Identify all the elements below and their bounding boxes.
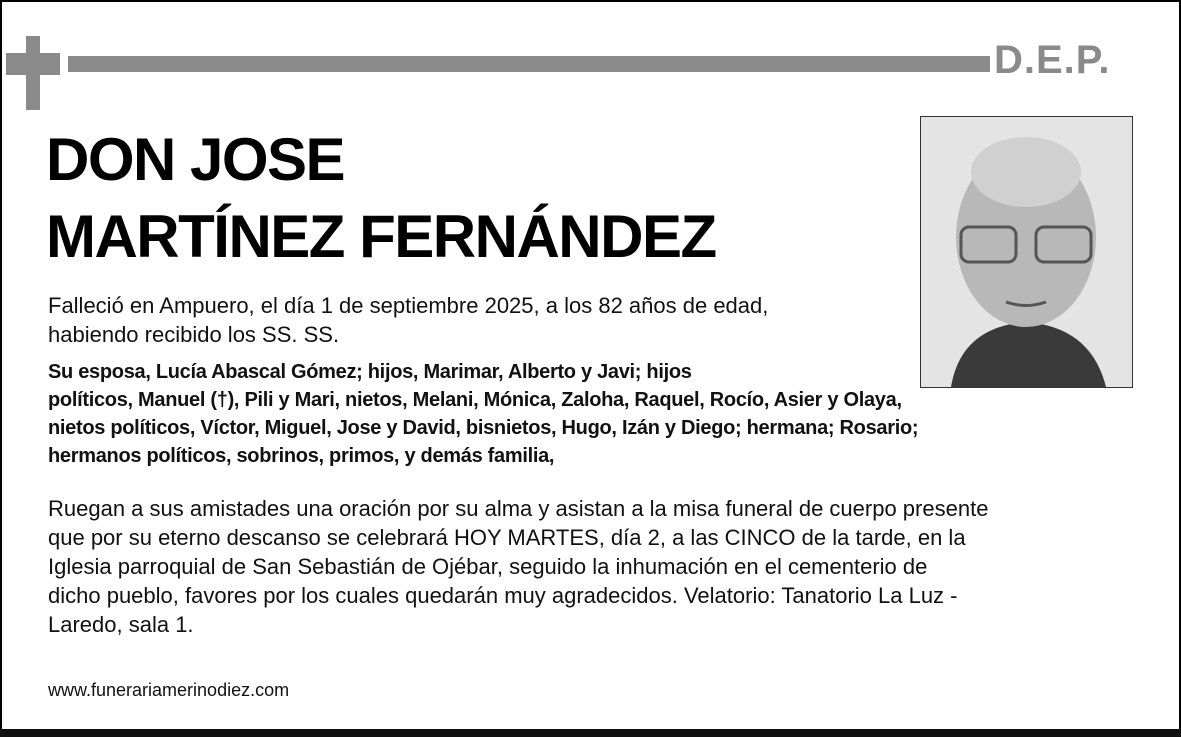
family-line: Su esposa, Lucía Abascal Gómez; hijos, Marimar, Alberto y Javi; hijos (48, 361, 692, 383)
family-line: hermanos políticos, sobrinos, primos, y demás familia, (48, 445, 555, 467)
dep-label: D.E.P. (994, 38, 1111, 82)
name-line-2: MARTÍNEZ FERNÁNDEZ (46, 203, 716, 270)
name-line-1: DON JOSE (46, 126, 345, 193)
funeral-line: que por su eterno descanso se celebrará HOY MARTES, día 2, a las CINCO de la tarde, en la (48, 525, 966, 550)
cross-icon-arm (6, 53, 60, 75)
bottom-border (0, 729, 1181, 737)
death-notice-line: habiendo recibido los SS. SS. (48, 322, 340, 347)
funeral-line: dicho pueblo, favores por los cuales quedarán muy agradecidos. Velatorio: Tanatorio La Luz - (48, 583, 958, 608)
header-rule (68, 56, 990, 72)
obituary-notice (2, 0, 1179, 729)
funeral-line: Laredo, sala 1. (48, 612, 194, 637)
funeral-line: Iglesia parroquial de San Sebastián de Ojébar, seguido la inhumación en el cementerio de (48, 554, 928, 579)
death-notice-line: Falleció en Ampuero, el día 1 de septiembre 2025, a los 82 años de edad, (48, 293, 769, 318)
funeral-line: Ruegan a sus amistades una oración por su alma y asistan a la misa funeral de cuerpo presente (48, 496, 989, 521)
deceased-photo (920, 116, 1133, 388)
website-link[interactable]: www.funerariamerinodiez.com (48, 680, 290, 700)
family-line: políticos, Manuel (†), Pili y Mari, nietos, Melani, Mónica, Zaloha, Raquel, Rocío, Asier y Olaya, (48, 389, 902, 411)
family-line: nietos políticos, Víctor, Miguel, Jose y David, bisnietos, Hugo, Izán y Diego; hermana; Rosario; (48, 417, 919, 439)
